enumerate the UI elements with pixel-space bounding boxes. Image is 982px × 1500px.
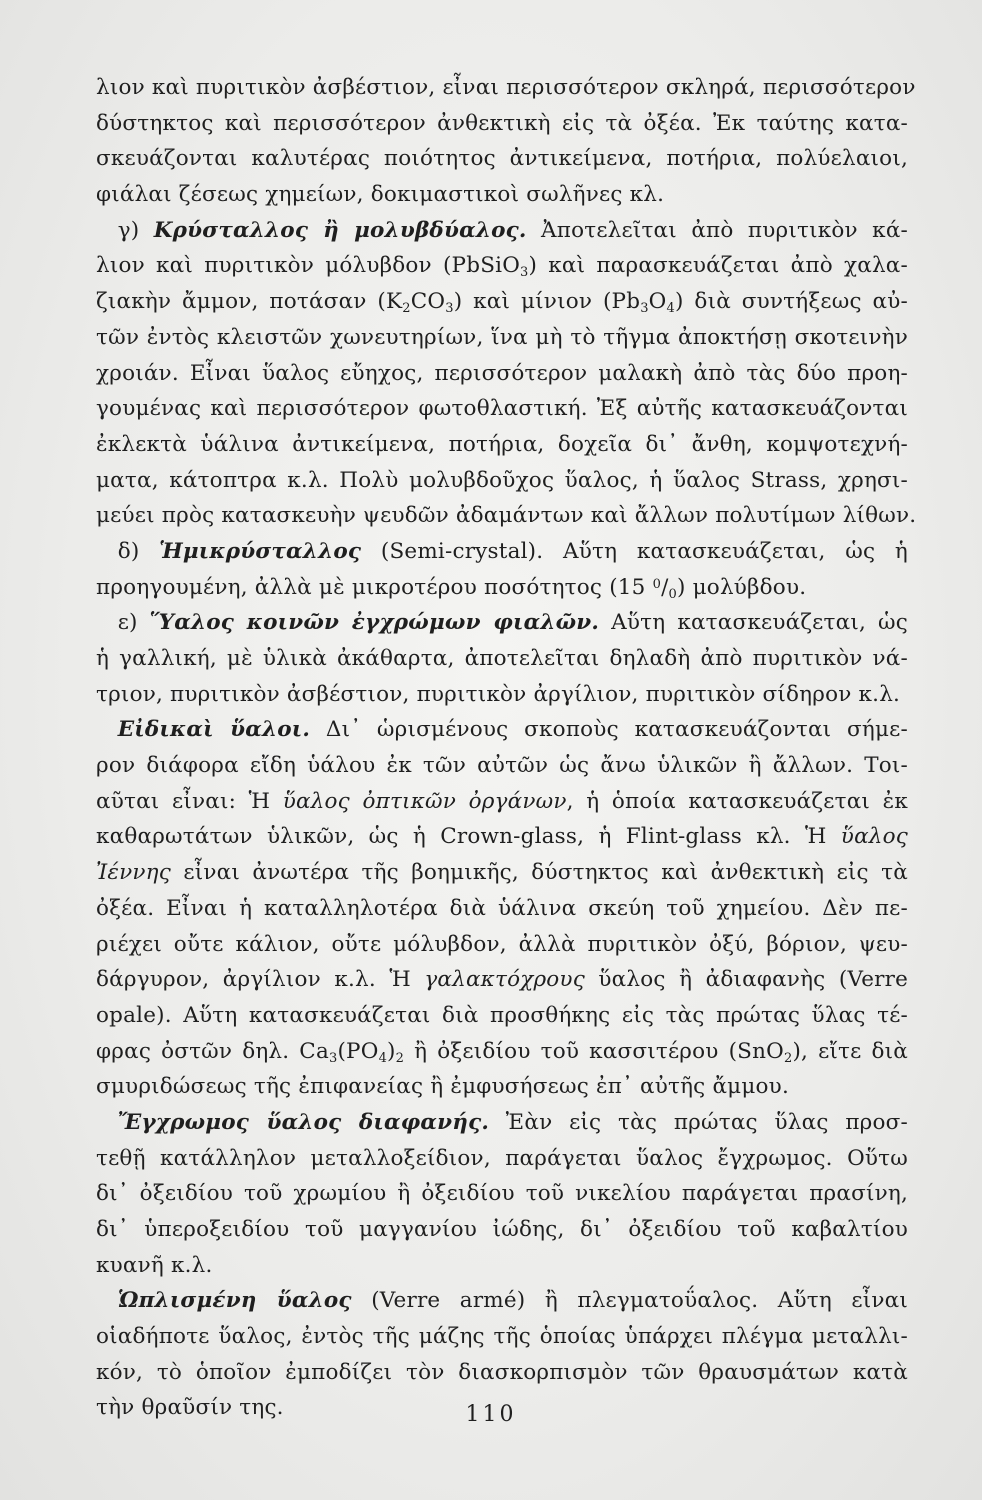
italic-term: ὕαλος (840, 824, 908, 850)
text-line: ματα, κάτοπτρα κ.λ. Πολὺ μολυβδοῦχος ὕαλος, ἡ ὕαλος Strass, χρησι- (96, 467, 908, 493)
section-heading: Εἰδικαὶ ὕαλοι. (117, 717, 311, 743)
text-line: κυανῆ κ.λ. (96, 1252, 213, 1278)
text-line: ζιακὴν ἄμμον, ποτάσαν $(K_2CO_3)$ καὶ μίνιον $(Pb_3O_4)$ διὰ συντήξεως αὐ- (96, 289, 909, 317)
text-line: γουμένας καὶ περισσότερον φωτοθλαστική. Ἐξ αὐτῆς κατασκευάζονται (96, 396, 908, 422)
text-line: ρον διάφορα εἴδη ὑάλου ἐκ τῶν αὐτῶν ὡς ἄνω ὑλικῶν ἢ ἄλλων. Τοι- (96, 753, 908, 779)
italic-term: ὕαλος ὀπτικῶν ὀργάνων (282, 788, 567, 814)
text-line: οἱαδήποτε ὕαλος, ἐντὸς τῆς μάζης τῆς ὁποίας ὑπάρχει πλέγμα μεταλλι- (96, 1324, 908, 1350)
text-line: ἐκλεκτὰ ὑάλινα ἀντικείμενα, ποτήρια, δοχεῖα δι᾽ ἄνθη, κομψοτεχνή- (96, 431, 908, 457)
section-heading: Ὡπλισμένη ὕαλος (117, 1288, 352, 1314)
section-heading: Κρύσταλλος ἢ μολυβδύαλος. (153, 217, 527, 243)
text-line: σκευάζονται καλυτέρας ποιότητος ἀντικείμενα, ποτήρια, πολύελαιοι, (96, 146, 908, 172)
text-line: opale). Αὕτη κατασκευάζεται διὰ προσθήκης εἰς τὰς πρώτας ὕλας τέ- (96, 1002, 908, 1028)
text-line: τριον, πυριτικὸν ἀσβέστιον, πυριτικὸν ἀργίλιον, πυριτικὸν σίδηρον κ.λ. (96, 681, 901, 707)
text-line: λιον καὶ πυριτικὸν μόλυβδον (PbSiO$_3$) καὶ παρασκευάζεται ἀπὸ χαλα- (96, 253, 908, 281)
text-line: ε) Ὕαλος κοινῶν ἐγχρώμων φιαλῶν. Αὕτη κατασκευάζεται, ὡς (117, 610, 908, 636)
text-line: Ὡπλισμένη ὕαλος (Verre armé) ἢ πλεγματοΰαλος. Αὕτη εἶναι (117, 1288, 908, 1314)
page-number: 110 (465, 1402, 517, 1427)
text-line: ὀξέα. Εἶναι ἡ καταλληλοτέρα διὰ ὑάλινα σκεύη τοῦ χημείου. Δὲν πε- (96, 895, 908, 921)
text-line: λιον καὶ πυριτικὸν ἀσβέστιον, εἶναι περισσότερον σκληρά, περισσότερον (96, 75, 916, 100)
italic-term: Ἰέννης (96, 860, 172, 886)
text-line: Εἰδικαὶ ὕαλοι. Δι᾽ ὡρισμένους σκοποὺς κατασκευάζονται σήμε- (117, 717, 908, 743)
text-line: φρας ὀστῶν δηλ. $Ca_3(PO_4)_2$ ἢ ὀξειδίου τοῦ κασσιτέρου (SnO$_2$), εἴτε διὰ (96, 1038, 909, 1066)
page-body-text (96, 70, 917, 1426)
text-line: δ) Ἡμικρύσταλλος (Semi-crystal). Αὕτη κατασκευάζεται, ὡς ἡ (117, 538, 908, 564)
section-label: γ) (117, 217, 140, 243)
text-line: ἡ γαλλική, μὲ ὑλικὰ ἀκάθαρτα, ἀποτελεῖται δηλαδὴ ἀπὸ πυριτικὸν νά- (96, 646, 908, 671)
text-line: φιάλαι ζέσεως χημείων, δοκιμαστικοὶ σωλῆνες κλ. (96, 182, 665, 208)
section-label: ε) (117, 610, 138, 636)
text-line: δύστηκτος καὶ περισσότερον ἀνθεκτικὴ εἰς τὰ ὀξέα. Ἐκ ταύτης κατα- (96, 110, 908, 136)
text-line: ριέχει οὔτε κάλιον, οὔτε μόλυβδον, ἀλλὰ πυριτικὸν ὀξύ, βόριον, ψευ- (96, 931, 908, 957)
text-line: Ἰέννης εἶναι ἀνωτέρα τῆς βοημικῆς, δύστηκτος καὶ ἀνθεκτικὴ εἰς τὰ (96, 860, 908, 886)
text-line: Ἔγχρωμος ὕαλος διαφανής. Ἐὰν εἰς τὰς πρώτας ὕλας προσ- (117, 1109, 908, 1135)
text-line: χροιάν. Εἶναι ὕαλος εὔηχος, περισσότερον μαλακὴ ἀπὸ τὰς δύο προη- (96, 360, 908, 386)
text-line: κόν, τὸ ὁποῖον ἐμποδίζει τὸν διασκορπισμὸν τῶν θραυσμάτων κατὰ (96, 1359, 908, 1385)
text-line: δάργυρον, ἀργίλιον κ.λ. Ἡ γαλακτόχρους ὕαλος ἢ ἀδιαφανὴς (Verre (96, 967, 909, 993)
text-line: αῦται εἶναι: Ἡ ὕαλος ὀπτικῶν ὀργάνων, ἡ ὁποία κατασκευάζεται ἐκ (96, 788, 908, 814)
text-line: γ) Κρύσταλλος ἢ μολυβδύαλος. Ἀποτελεῖται ἀπὸ πυριτικὸν κά- (117, 217, 909, 243)
text-line: δι᾽ ὑπεροξειδίου τοῦ μαγγανίου ἰώδης, δι᾽ ὀξειδίου τοῦ καβαλτίου (96, 1217, 908, 1242)
text-line: προηγουμένη, ἀλλὰ μὲ μικροτέρου ποσότητος (15 $^0/_0$) μολύβδου. (96, 574, 807, 602)
italic-term: γαλακτόχρους (424, 967, 585, 993)
text-line: τῶν ἐντὸς κλειστῶν χωνευτηρίων, ἵνα μὴ τὸ τῆγμα ἀποκτήσῃ σκοτεινὴν (96, 324, 908, 350)
section-heading: Ἔγχρωμος ὕαλος διαφανής. (117, 1109, 490, 1135)
text-line: τὴν θραῦσίν της. (96, 1395, 284, 1421)
text-line: τεθῇ κατάλληλον μεταλλοξείδιον, παράγεται ὕαλος ἔγχρωμος. Οὕτω (96, 1145, 908, 1171)
text-line: καθαρωτάτων ὑλικῶν, ὡς ἡ Crown-glass, ἡ Flint-glass κλ. Ἡ ὕαλος (96, 824, 908, 850)
section-heading: Ἡμικρύσταλλος (159, 538, 362, 564)
section-heading: Ὕαλος κοινῶν ἐγχρώμων φιαλῶν. (149, 610, 600, 636)
text-line: δι᾽ ὀξειδίου τοῦ χρωμίου ἢ ὀξειδίου τοῦ νικελίου παράγεται πρασίνη, (96, 1181, 908, 1207)
text-line: σμυριδώσεως τῆς ἐπιφανείας ἢ ἐμφυσήσεως ἐπ᾽ αὐτῆς ἄμμου. (96, 1074, 789, 1100)
section-label: δ) (117, 538, 140, 564)
text-line: μεύει πρὸς κατασκευὴν ψευδῶν ἀδαμάντων καὶ ἄλλων πολυτίμων λίθων. (96, 503, 917, 529)
